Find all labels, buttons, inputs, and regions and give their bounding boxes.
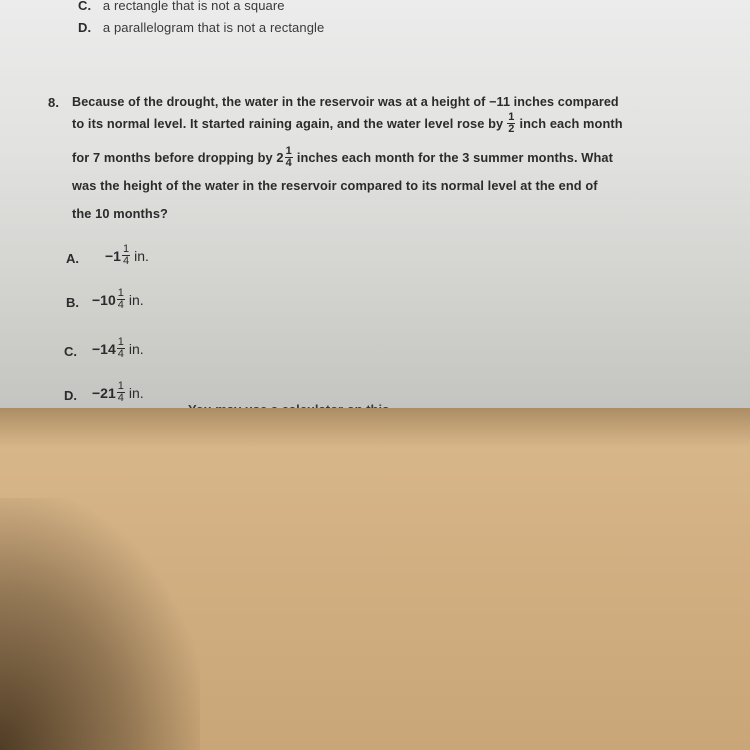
question-line-3 bbox=[72, 146, 613, 169]
option-letter: C. bbox=[78, 0, 92, 13]
fraction-numerator: 1 bbox=[117, 380, 124, 392]
prev-option-d bbox=[78, 20, 324, 35]
option-c-letter: C. bbox=[64, 344, 77, 359]
fraction bbox=[122, 244, 130, 267]
question-line-2 bbox=[72, 112, 623, 135]
option-letter: D. bbox=[78, 20, 92, 35]
question-line-1: Because of the drought, the water in the reservoir was at a height of −11 inches compared bbox=[72, 95, 619, 109]
option-d-value bbox=[92, 381, 144, 404]
fraction-denominator: 4 bbox=[117, 299, 124, 311]
unit: in. bbox=[128, 291, 144, 308]
whole-number: −1 bbox=[105, 247, 121, 264]
fraction-numerator: 1 bbox=[117, 336, 124, 348]
option-b-letter: B. bbox=[66, 295, 79, 310]
fraction-one-quarter bbox=[285, 146, 293, 169]
prev-option-c bbox=[78, 0, 285, 13]
question-number: 8. bbox=[48, 95, 60, 110]
manila-folder-cover bbox=[0, 408, 750, 750]
question-text: to its normal level. It started raining again, and the water level rose by bbox=[72, 116, 504, 131]
question-text: for 7 months before dropping by 2 bbox=[72, 150, 284, 165]
fraction-denominator: 2 bbox=[508, 123, 515, 135]
fraction bbox=[117, 381, 125, 404]
fraction-denominator: 4 bbox=[117, 348, 124, 360]
folder-edge-shadow bbox=[0, 408, 750, 448]
fraction-one-half bbox=[507, 112, 515, 135]
unit: in. bbox=[128, 340, 144, 357]
unit: in. bbox=[134, 247, 149, 264]
fraction-numerator: 1 bbox=[508, 111, 515, 123]
option-c-value bbox=[92, 337, 144, 360]
option-d-letter: D. bbox=[64, 388, 77, 403]
fraction bbox=[117, 337, 125, 360]
question-line-5: the 10 months? bbox=[72, 206, 168, 221]
option-text: a rectangle that is not a square bbox=[102, 0, 285, 13]
whole-number: −14 bbox=[92, 340, 116, 357]
option-a-value bbox=[105, 244, 149, 267]
fraction-denominator: 4 bbox=[285, 157, 292, 169]
question-text: inch each month bbox=[519, 116, 623, 131]
fraction-denominator: 4 bbox=[122, 255, 130, 267]
question-line-4: was the height of the water in the reservoir compared to its normal level at the end of bbox=[72, 178, 598, 193]
fraction-numerator: 1 bbox=[285, 145, 292, 157]
unit: in. bbox=[128, 384, 144, 401]
fraction-numerator: 1 bbox=[117, 287, 124, 299]
whole-number: −10 bbox=[92, 291, 116, 308]
option-text: a parallelogram that is not a rectangle bbox=[102, 20, 325, 35]
fraction bbox=[117, 288, 125, 311]
question-text: inches each month for the 3 summer months. What bbox=[296, 150, 613, 165]
whole-number: −21 bbox=[92, 384, 116, 401]
fraction-numerator: 1 bbox=[122, 243, 130, 255]
option-b-value bbox=[92, 288, 144, 311]
option-a-letter: A. bbox=[66, 251, 79, 266]
folder-shadow bbox=[0, 498, 200, 750]
fraction-denominator: 4 bbox=[117, 392, 124, 404]
